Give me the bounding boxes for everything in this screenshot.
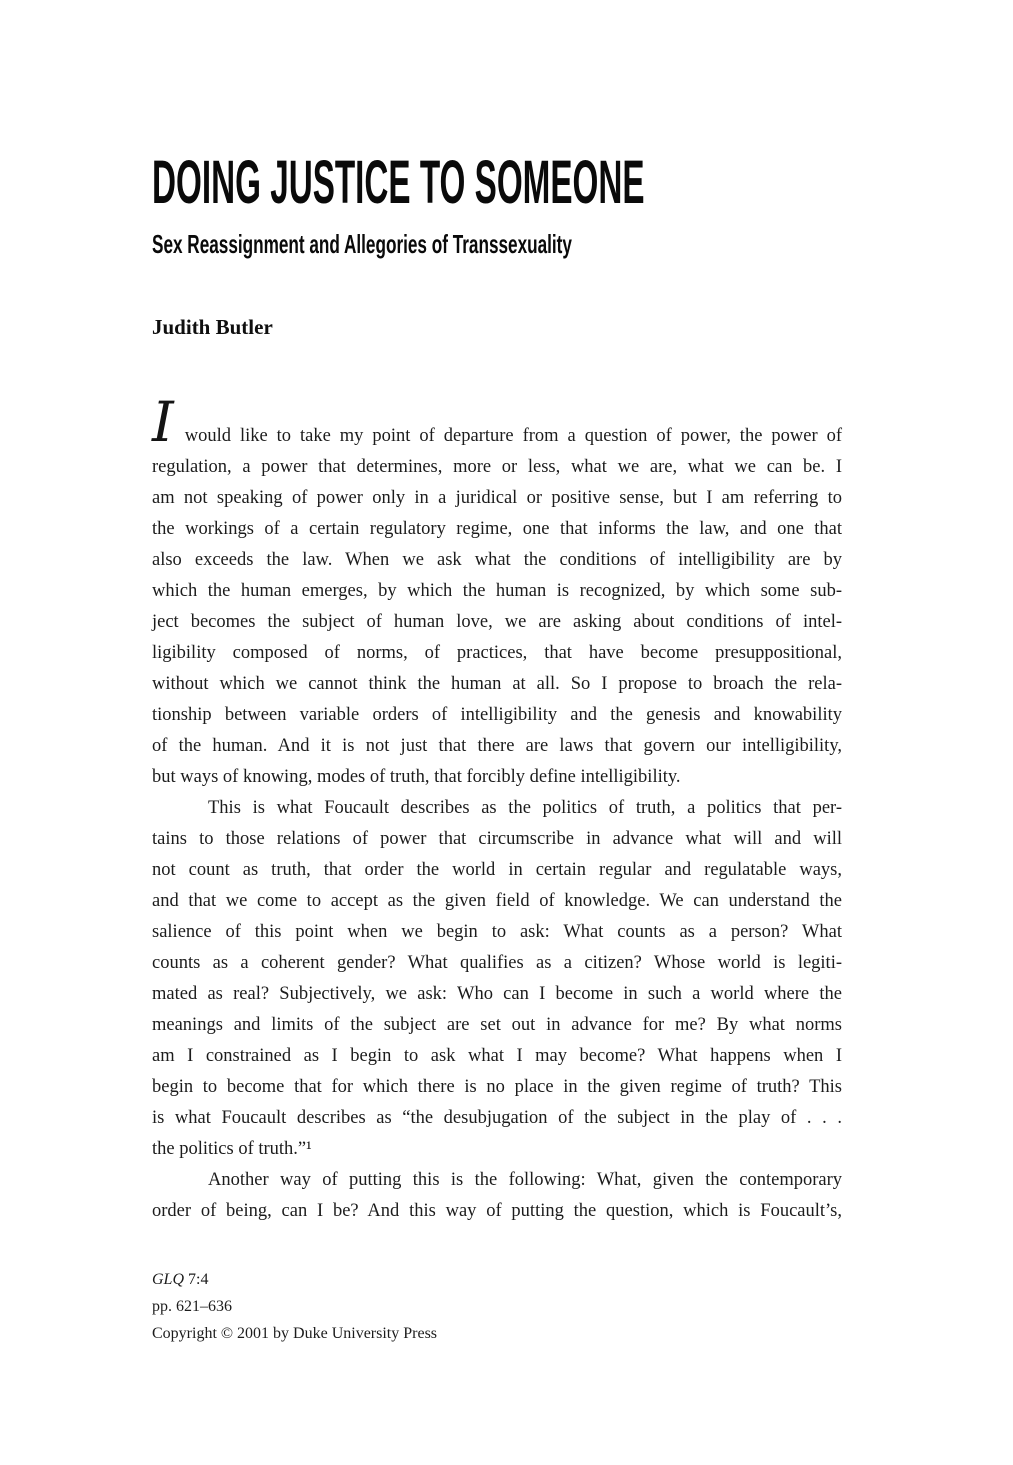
body-line: ject becomes the subject of human love, we are asking about conditions of intel- — [152, 612, 842, 632]
body-line: but ways of knowing, modes of truth, that forcibly define intelligibility. — [152, 767, 681, 787]
article-title-text: DOING JUSTICE TO SOMEONE — [152, 148, 645, 216]
article-author: Judith Butler — [152, 315, 273, 339]
journal-issue: 7:4 — [184, 1271, 209, 1288]
article-subtitle — [152, 231, 788, 257]
body-line: Another way of putting this is the following: What, given the contemporary — [208, 1170, 842, 1190]
body-line: which the human emerges, by which the human is recognized, by which some sub- — [152, 581, 842, 601]
copyright-line: Copyright © 2001 by Duke University Press — [152, 1325, 438, 1342]
body-line: begin to become that for which there is no place in the given regime of truth? This — [152, 1077, 842, 1097]
body-text — [152, 390, 842, 1227]
body-line: of the human. And it is not just that there are laws that govern our intelligibility, — [152, 736, 842, 756]
journal-name: GLQ — [152, 1271, 185, 1288]
body-line: and that we come to accept as the given field of knowledge. We can understand the — [152, 891, 842, 911]
page-range: pp. 621–636 — [152, 1298, 232, 1315]
body-line: the politics of truth.”¹ — [152, 1139, 312, 1159]
body-line: also exceeds the law. When we ask what the conditions of intelligibility are by — [152, 550, 842, 570]
body-line: tionship between variable orders of intelligibility and the genesis and knowability — [152, 705, 842, 725]
body-line: am not speaking of power only in a juridical or positive sense, but I am referring to — [152, 488, 842, 508]
body-line: not count as truth, that order the world in certain regular and regulatable ways, — [152, 860, 842, 880]
body-line: ligibility composed of norms, of practices, that have become presuppositional, — [152, 643, 842, 663]
dropcap-initial: I — [152, 390, 174, 454]
body-line: order of being, can I be? And this way of putting the question, which is Foucault’s, — [152, 1201, 842, 1221]
body-line: am I constrained as I begin to ask what I may become? What happens when I — [152, 1046, 842, 1066]
body-line: the workings of a certain regulatory regime, one that informs the law, and one that — [152, 519, 842, 539]
article-title — [152, 148, 1013, 216]
body-line: meanings and limits of the subject are set out in advance for me? By what norms — [152, 1015, 842, 1035]
citation-footer — [152, 1266, 437, 1347]
journal-citation — [152, 1266, 437, 1293]
body-line: without which we cannot think the human at all. So I propose to broach the rela- — [152, 674, 842, 694]
article-subtitle-text: Sex Reassignment and Allegories of Transsexuality — [152, 229, 572, 259]
body-line: regulation, a power that determines, more or less, what we are, what we can be. I — [152, 457, 842, 477]
body-line: This is what Foucault describes as the politics of truth, a politics that per- — [208, 798, 842, 818]
body-line: tains to those relations of power that circumscribe in advance what will and will — [152, 829, 842, 849]
body-line: mated as real? Subjectively, we ask: Who can I become in such a world where the — [152, 984, 842, 1004]
body-line: salience of this point when we begin to ask: What counts as a person? What — [152, 922, 842, 942]
body-line: is what Foucault describes as “the desubjugation of the subject in the play of . . . — [152, 1108, 842, 1128]
body-line: Iwould like to take my point of departure from a question of power, the power of — [152, 390, 842, 454]
body-line: counts as a coherent gender? What qualifies as a citizen? Whose world is legiti- — [152, 953, 842, 973]
